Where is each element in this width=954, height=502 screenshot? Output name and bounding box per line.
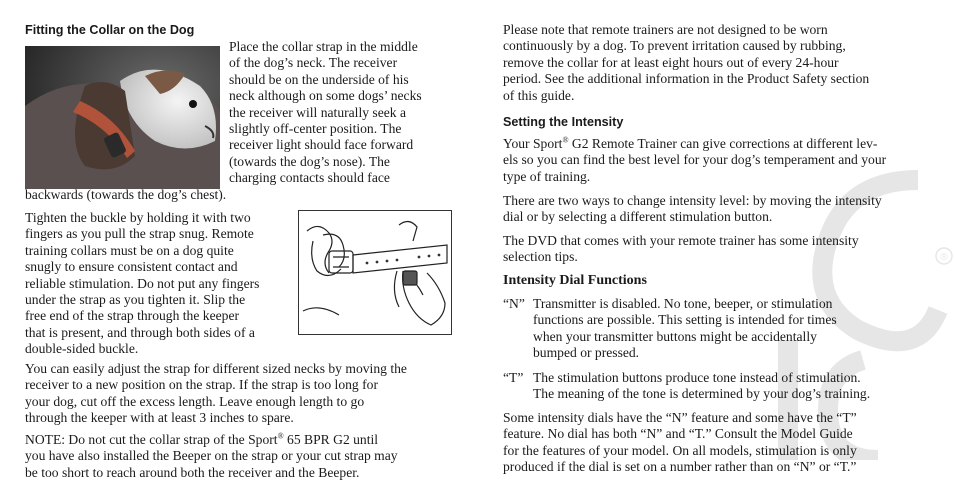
remote-note-line: continuously by a dog. To prevent irritation caused by rubbing, — [503, 38, 846, 54]
note-line: you have also installed the Beeper on the strap or your cut strap may — [25, 448, 398, 464]
dial-item-n — [503, 296, 933, 362]
remote-note-line: of this guide. — [503, 87, 575, 103]
fit-last-line: backwards (towards the dog’s chest). — [25, 187, 227, 202]
heading-fitting-collar: Fitting the Collar on the Dog — [25, 23, 195, 37]
remote-note-paragraph — [503, 22, 933, 104]
some-dials-line: produced if the dial is set on a number rather than on “N” or “T.” — [503, 459, 857, 475]
fit-line: receiver light should face forward — [229, 137, 414, 153]
dvd-line: selection tips. — [503, 249, 578, 265]
tighten-line: training collars must be on a dog quite — [25, 242, 234, 258]
tighten-line: snugly to ensure consistent contact and — [25, 259, 238, 275]
hands-strap-illustration — [299, 211, 451, 334]
note-line: be too short to reach around both the receiver and the Beeper. — [25, 464, 360, 480]
dog-photo-illustration — [25, 46, 220, 189]
dial-item-line: when your transmitter buttons might be accidentally — [533, 328, 817, 344]
some-dials-line: Some intensity dials have the “N” feature and some have the “T” — [503, 410, 857, 425]
fit-line: should be on the underside of his — [229, 71, 409, 87]
intro-line — [503, 136, 933, 152]
registered-mark: ® — [562, 135, 569, 145]
fit-line: slightly off-center position. The — [229, 121, 402, 137]
intro-paragraph — [503, 136, 933, 185]
dial-item-key: “T” — [503, 370, 524, 385]
dial-item-line: Transmitter is disabled. No tone, beeper, or stimulation — [533, 296, 833, 311]
adjust-line: your dog, cut off the excess length. Leave enough length to go — [25, 393, 365, 409]
tighten-line: under the strap as you tighten it. Slip the — [25, 292, 246, 308]
fit-line: (towards the dog’s nose). The — [229, 153, 390, 169]
registered-mark: ® — [277, 431, 284, 441]
tighten-line: reliable stimulation. Do not put any fingers — [25, 275, 260, 291]
heading-setting-intensity: Setting the Intensity — [503, 115, 624, 129]
some-dials-line: feature. No dial has both “N” and “T.” Consult the Model Guide — [503, 426, 853, 442]
note-paragraph — [25, 432, 465, 481]
some-dials-paragraph — [503, 410, 933, 476]
dial-item-line: functions are possible. This setting is intended for times — [533, 312, 837, 328]
fit-line: neck although on some dogs’ necks — [229, 88, 422, 104]
left-column — [25, 0, 455, 480]
dial-item-line: bumped or pressed. — [533, 345, 640, 361]
dvd-paragraph — [503, 233, 933, 266]
tighten-line: free end of the strap through the keeper — [25, 308, 240, 324]
remote-note-line: Please note that remote trainers are not designed to be worn — [503, 22, 828, 37]
intro-text: G2 Remote Trainer can give corrections at different lev- — [568, 136, 878, 151]
svg-text:®: ® — [940, 252, 948, 263]
fit-line: of the dog’s neck. The receiver — [229, 55, 398, 71]
buckle-diagram — [298, 210, 452, 335]
fit-line: charging contacts should face — [229, 170, 390, 186]
tighten-line: Tighten the buckle by holding it with two — [25, 210, 251, 225]
dvd-line: The DVD that comes with your remote trainer has some intensity — [503, 233, 859, 248]
tighten-paragraph — [25, 210, 295, 358]
tighten-line: double-sided buckle. — [25, 341, 139, 357]
fit-line: Place the collar strap in the middle — [229, 39, 418, 54]
note-text: NOTE: Do not cut the collar strap of the Sport — [25, 432, 278, 447]
intro-line: els so you can find the best level for your dog’s temperament and your — [503, 152, 887, 168]
dial-item-t — [503, 370, 953, 403]
intro-line: type of training. — [503, 168, 591, 184]
heading-dial-functions: Intensity Dial Functions — [503, 273, 647, 288]
watermark-registered-icon — [936, 248, 952, 264]
dog-collar-photo — [25, 46, 220, 189]
note-line — [25, 432, 465, 448]
dial-item-line: The stimulation buttons produce tone instead of stimulation. — [533, 370, 861, 385]
adjust-line: through the keeper with at least 3 inches to spare. — [25, 410, 294, 426]
fitting-paragraph — [229, 39, 459, 187]
remote-note-line: period. See the additional information in the Product Safety section — [503, 71, 870, 87]
ways-line: There are two ways to change intensity level: by moving the intensity — [503, 193, 882, 208]
adjust-line: receiver to a new position on the strap. If the strap is too long for — [25, 377, 378, 393]
some-dials-line: for the features of your model. On all models, stimulation is only — [503, 442, 857, 458]
note-text: 65 BPR G2 until — [283, 432, 379, 447]
ways-line: dial or by selecting a different stimulation button. — [503, 209, 773, 225]
ways-paragraph — [503, 193, 933, 226]
intro-text: Your Sport — [503, 136, 563, 151]
remote-note-line: remove the collar for at least eight hours out of every 24-hour — [503, 54, 839, 70]
dial-item-key: “N” — [503, 296, 525, 311]
tighten-line: that is present, and through both sides of a — [25, 324, 255, 340]
adjust-line: You can easily adjust the strap for different sized necks by moving the — [25, 361, 407, 376]
dial-item-line: The meaning of the tone is determined by your dog’s training. — [533, 386, 871, 402]
fit-line: the receiver will naturally seek a — [229, 104, 407, 120]
adjust-paragraph — [25, 361, 465, 427]
tighten-line: fingers as you pull the strap snug. Remote — [25, 226, 254, 242]
